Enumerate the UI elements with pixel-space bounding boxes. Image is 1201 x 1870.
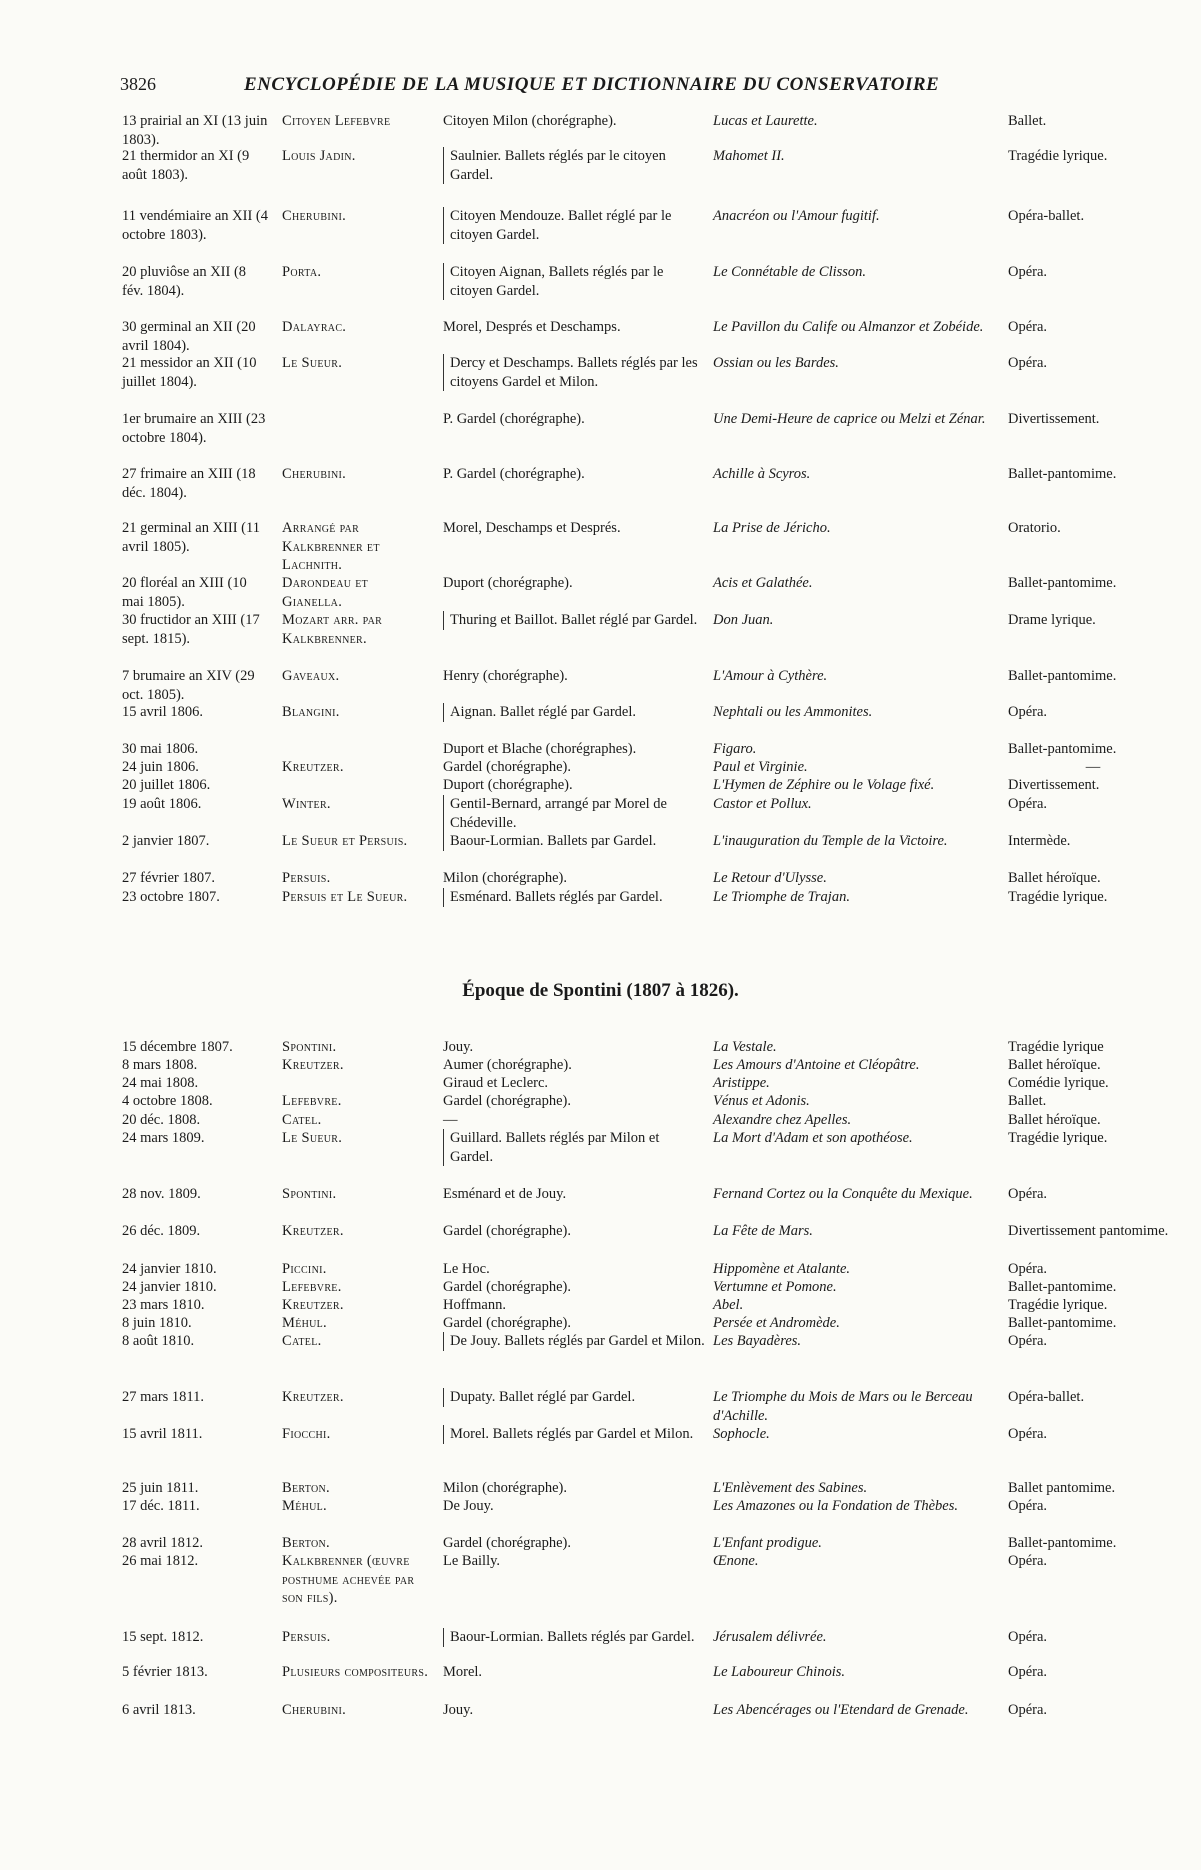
- cell-librettist: Morel, Després et Deschamps.: [443, 319, 621, 335]
- cell-librettist: Gardel (chorégraphe).: [443, 1093, 572, 1109]
- cell-genre: Oratorio.: [1008, 520, 1061, 536]
- cell-title: L'Amour à Cythère.: [713, 668, 828, 684]
- cell-date: 27 frimaire an XIII (18 déc. 1804).: [122, 466, 256, 501]
- cell-composer: Méhul.: [282, 1498, 327, 1514]
- cell-librettist: Aumer (chorégraphe).: [443, 1057, 572, 1073]
- cell-genre: Opéra.: [1008, 355, 1048, 371]
- cell-date: 8 juin 1810.: [122, 1315, 192, 1331]
- cell-date: 11 vendémiaire an XII (4 octobre 1803).: [122, 208, 269, 243]
- cell-librettist: Hoffmann.: [443, 1297, 506, 1313]
- cell-title: Une Demi-Heure de caprice ou Melzi et Zénar.: [713, 411, 986, 427]
- cell-composer: Persuis.: [282, 870, 331, 886]
- cell-librettist: Aignan. Ballet réglé par Gardel.: [443, 703, 705, 722]
- cell-date: 28 nov. 1809.: [122, 1186, 201, 1202]
- cell-composer: Porta.: [282, 264, 322, 280]
- cell-title: Le Retour d'Ulysse.: [713, 870, 827, 886]
- cell-date: 24 juin 1806.: [122, 759, 199, 775]
- cell-librettist: Le Hoc.: [443, 1261, 490, 1277]
- cell-title: La Prise de Jéricho.: [713, 520, 831, 536]
- cell-composer: Kreutzer.: [282, 1389, 344, 1405]
- cell-title: Acis et Galathée.: [713, 575, 813, 591]
- cell-librettist: —: [443, 1112, 458, 1128]
- cell-date: 20 juillet 1806.: [122, 777, 211, 793]
- cell-date: 15 décembre 1807.: [122, 1039, 233, 1055]
- cell-genre: Tragédie lyrique: [1008, 1039, 1104, 1055]
- cell-genre: Divertissement.: [1008, 777, 1100, 793]
- cell-title: La Fête de Mars.: [713, 1223, 813, 1239]
- cell-date: 27 mars 1811.: [122, 1389, 205, 1405]
- cell-date: 8 mars 1808.: [122, 1057, 198, 1073]
- cell-date: 7 brumaire an XIV (29 oct. 1805).: [122, 668, 255, 703]
- cell-genre: Opéra.: [1008, 1629, 1048, 1645]
- cell-genre: Ballet.: [1008, 113, 1047, 129]
- cell-librettist: Dupaty. Ballet réglé par Gardel.: [443, 1388, 705, 1407]
- cell-title: Abel.: [713, 1297, 744, 1313]
- cell-composer: Catel.: [282, 1333, 322, 1349]
- cell-title: Alexandre chez Apelles.: [713, 1112, 852, 1128]
- cell-composer: Spontini.: [282, 1039, 337, 1055]
- cell-date: 23 octobre 1807.: [122, 889, 220, 905]
- cell-librettist: Milon (chorégraphe).: [443, 1480, 568, 1496]
- cell-title: L'inauguration du Temple de la Victoire.: [713, 833, 948, 849]
- cell-genre: Ballet-pantomime.: [1008, 575, 1117, 591]
- cell-genre: Opéra-ballet.: [1008, 208, 1085, 224]
- cell-genre: Ballet-pantomime.: [1008, 741, 1117, 757]
- section-title: Époque de Spontini (1807 à 1826).: [462, 980, 739, 1001]
- cell-date: 20 pluviôse an XII (8 fév. 1804).: [122, 264, 247, 299]
- cell-composer: Le Sueur.: [282, 355, 343, 371]
- cell-composer: Plusieurs compositeurs.: [282, 1664, 429, 1680]
- cell-genre: Ballet-pantomime.: [1008, 1315, 1117, 1331]
- cell-title: La Vestale.: [713, 1039, 777, 1055]
- cell-genre: Ballet-pantomime.: [1008, 1279, 1117, 1295]
- cell-date: 15 avril 1811.: [122, 1426, 203, 1442]
- cell-composer: Winter.: [282, 796, 331, 812]
- cell-genre: Ballet héroïque.: [1008, 1057, 1101, 1073]
- cell-title: Ossian ou les Bardes.: [713, 355, 839, 371]
- cell-librettist: Morel.: [443, 1664, 483, 1680]
- cell-composer: Cherubini.: [282, 466, 347, 482]
- cell-date: 24 mai 1808.: [122, 1075, 199, 1091]
- cell-librettist: Thuring et Baillot. Ballet réglé par Gardel.: [443, 611, 705, 630]
- cell-title: L'Enfant prodigue.: [713, 1535, 822, 1551]
- cell-librettist: Morel, Deschamps et Després.: [443, 520, 621, 536]
- cell-composer: Catel.: [282, 1112, 322, 1128]
- cell-composer: Persuis et Le Sueur.: [282, 889, 408, 905]
- cell-date: 30 mai 1806.: [122, 741, 199, 757]
- cell-genre: Opéra.: [1008, 1186, 1048, 1202]
- cell-date: 5 février 1813.: [122, 1664, 208, 1680]
- cell-date: 13 prairial an XI (13 juin 1803).: [122, 113, 268, 148]
- cell-librettist: Morel. Ballets réglés par Gardel et Milon.: [443, 1425, 705, 1444]
- cell-date: 26 déc. 1809.: [122, 1223, 201, 1239]
- cell-librettist: Gardel (chorégraphe).: [443, 1223, 572, 1239]
- cell-librettist: Esménard. Ballets réglés par Gardel.: [443, 888, 705, 907]
- cell-composer: Kreutzer.: [282, 1057, 344, 1073]
- cell-librettist: Duport et Blache (chorégraphes).: [443, 741, 637, 757]
- cell-date: 24 janvier 1810.: [122, 1261, 217, 1277]
- cell-date: 23 mars 1810.: [122, 1297, 205, 1313]
- cell-genre: Divertissement.: [1008, 411, 1100, 427]
- cell-genre: Drame lyrique.: [1008, 612, 1096, 628]
- cell-date: 30 germinal an XII (20 avril 1804).: [122, 319, 256, 354]
- cell-genre: Tragédie lyrique.: [1008, 148, 1108, 164]
- cell-date: 24 janvier 1810.: [122, 1279, 217, 1295]
- cell-composer: Fiocchi.: [282, 1426, 331, 1442]
- cell-date: 15 avril 1806.: [122, 704, 203, 720]
- cell-date: 21 germinal an XIII (11 avril 1805).: [122, 520, 260, 555]
- cell-genre: Opéra.: [1008, 264, 1048, 280]
- cell-title: Figaro.: [713, 741, 757, 757]
- cell-genre: Ballet héroïque.: [1008, 1112, 1101, 1128]
- cell-composer: Méhul.: [282, 1315, 327, 1331]
- cell-librettist: Gardel (chorégraphe).: [443, 1315, 572, 1331]
- cell-date: 8 août 1810.: [122, 1333, 195, 1349]
- cell-genre: Opéra.: [1008, 1333, 1048, 1349]
- cell-genre: Ballet-pantomime.: [1008, 1535, 1117, 1551]
- cell-composer: Kreutzer.: [282, 1223, 344, 1239]
- cell-title: Le Pavillon du Calife ou Almanzor et Zobéide.: [713, 319, 984, 335]
- cell-date: 21 messidor an XII (10 juillet 1804).: [122, 355, 257, 390]
- cell-librettist: Le Bailly.: [443, 1553, 501, 1569]
- cell-genre: Comédie lyrique.: [1008, 1075, 1109, 1091]
- cell-composer: Spontini.: [282, 1186, 337, 1202]
- cell-date: 25 juin 1811.: [122, 1480, 199, 1496]
- cell-title: Persée et Andromède.: [713, 1315, 840, 1331]
- cell-composer: Berton.: [282, 1535, 330, 1551]
- cell-genre: Opéra.: [1008, 1261, 1048, 1277]
- cell-librettist: Dercy et Deschamps. Ballets réglés par les citoyens Gardel et Milon.: [443, 354, 705, 391]
- cell-title: Les Bayadères.: [713, 1333, 802, 1349]
- cell-librettist: Giraud et Leclerc.: [443, 1075, 549, 1091]
- cell-date: 21 thermidor an XI (9 août 1803).: [122, 148, 250, 183]
- cell-date: 17 déc. 1811.: [122, 1498, 200, 1514]
- cell-composer: Lefebvre.: [282, 1093, 342, 1109]
- cell-librettist: Baour-Lormian. Ballets par Gardel.: [443, 832, 705, 851]
- cell-date: 1er brumaire an XIII (23 octobre 1804).: [122, 411, 266, 446]
- cell-genre: —: [1085, 759, 1101, 775]
- cell-librettist: Citoyen Milon (chorégraphe).: [443, 113, 617, 129]
- cell-composer: Cherubini.: [282, 1702, 347, 1718]
- cell-genre: Opéra-ballet.: [1008, 1389, 1085, 1405]
- cell-librettist: Gentil-Bernard, arrangé par Morel de Chédeville.: [443, 795, 705, 832]
- cell-librettist: Baour-Lormian. Ballets réglés par Gardel.: [443, 1628, 705, 1647]
- cell-title: Aristippe.: [713, 1075, 770, 1091]
- cell-title: Mahomet II.: [713, 148, 785, 164]
- cell-librettist: Guillard. Ballets réglés par Milon et Gardel.: [443, 1129, 705, 1166]
- page-header: [120, 74, 1160, 98]
- cell-composer: Kalkbrenner (œuvre posthume achevée par son fils).: [282, 1553, 415, 1606]
- cell-genre: Opéra.: [1008, 1702, 1048, 1718]
- cell-title: Le Triomphe de Trajan.: [713, 889, 850, 905]
- cell-title: L'Enlèvement des Sabines.: [713, 1480, 868, 1496]
- cell-composer: Persuis.: [282, 1629, 331, 1645]
- cell-genre: Ballet héroïque.: [1008, 870, 1101, 886]
- cell-title: Castor et Pollux.: [713, 796, 812, 812]
- cell-title: Vertumne et Pomone.: [713, 1279, 837, 1295]
- cell-genre: Opéra.: [1008, 704, 1048, 720]
- cell-librettist: Gardel (chorégraphe).: [443, 1279, 572, 1295]
- cell-librettist: De Jouy. Ballets réglés par Gardel et Milon.: [443, 1332, 705, 1351]
- cell-title: Les Amazones ou la Fondation de Thèbes.: [713, 1498, 959, 1514]
- cell-date: 15 sept. 1812.: [122, 1629, 204, 1645]
- cell-genre: Opéra.: [1008, 1498, 1048, 1514]
- cell-date: 6 avril 1813.: [122, 1702, 196, 1718]
- cell-composer: Piccini.: [282, 1261, 327, 1277]
- cell-title: Sophocle.: [713, 1426, 770, 1442]
- cell-composer: Blangini.: [282, 704, 340, 720]
- cell-date: 26 mai 1812.: [122, 1553, 199, 1569]
- cell-genre: Tragédie lyrique.: [1008, 1130, 1108, 1146]
- cell-composer: Darondeau et Gianella.: [282, 575, 369, 610]
- cell-title: Achille à Scyros.: [713, 466, 811, 482]
- cell-librettist: Gardel (chorégraphe).: [443, 1535, 572, 1551]
- cell-title: Le Connétable de Clisson.: [713, 264, 867, 280]
- cell-date: 30 fructidor an XIII (17 sept. 1815).: [122, 612, 260, 647]
- cell-composer: Le Sueur et Persuis.: [282, 833, 408, 849]
- cell-librettist: Gardel (chorégraphe).: [443, 759, 572, 775]
- cell-librettist: Duport (chorégraphe).: [443, 777, 573, 793]
- cell-composer: Kreutzer.: [282, 759, 344, 775]
- cell-genre: Ballet.: [1008, 1093, 1047, 1109]
- cell-librettist: Citoyen Mendouze. Ballet réglé par le citoyen Gardel.: [443, 207, 705, 244]
- cell-librettist: Esménard et de Jouy.: [443, 1186, 567, 1202]
- cell-genre: Opéra.: [1008, 796, 1048, 812]
- cell-librettist: P. Gardel (chorégraphe).: [443, 466, 585, 482]
- cell-librettist: Milon (chorégraphe).: [443, 870, 568, 886]
- cell-title: Don Juan.: [713, 612, 774, 628]
- cell-date: 2 janvier 1807.: [122, 833, 210, 849]
- cell-genre: Ballet-pantomime.: [1008, 466, 1117, 482]
- cell-librettist: P. Gardel (chorégraphe).: [443, 411, 585, 427]
- running-title: ENCYCLOPÉDIE DE LA MUSIQUE ET DICTIONNAIRE DU CONSERVATOIRE: [244, 74, 940, 95]
- cell-composer: Berton.: [282, 1480, 330, 1496]
- cell-date: 24 mars 1809.: [122, 1130, 205, 1146]
- cell-title: Hippomène et Atalante.: [713, 1261, 851, 1277]
- cell-date: 19 août 1806.: [122, 796, 202, 812]
- cell-genre: Ballet-pantomime.: [1008, 668, 1117, 684]
- cell-composer: Citoyen Lefebvre: [282, 113, 391, 129]
- cell-date: 27 février 1807.: [122, 870, 216, 886]
- cell-genre: Tragédie lyrique.: [1008, 1297, 1108, 1313]
- cell-title: Fernand Cortez ou la Conquête du Mexique.: [713, 1186, 973, 1202]
- cell-genre: Opéra.: [1008, 1664, 1048, 1680]
- cell-title: Le Triomphe du Mois de Mars ou le Berceau d'Achille.: [713, 1389, 973, 1424]
- cell-composer: Dalayrac.: [282, 319, 347, 335]
- cell-title: L'Hymen de Zéphire ou le Volage fixé.: [713, 777, 935, 793]
- cell-title: Le Laboureur Chinois.: [713, 1664, 845, 1680]
- cell-librettist: De Jouy.: [443, 1498, 494, 1514]
- cell-title: Vénus et Adonis.: [713, 1093, 810, 1109]
- cell-title: Les Abencérages ou l'Etendard de Grenade.: [713, 1702, 969, 1718]
- cell-date: 20 floréal an XIII (10 mai 1805).: [122, 575, 247, 610]
- cell-composer: Arrangé par Kalkbrenner et Lachnith.: [282, 520, 380, 573]
- cell-genre: Divertissement pantomime.: [1008, 1223, 1169, 1239]
- cell-librettist: Jouy.: [443, 1702, 474, 1718]
- cell-title: Anacréon ou l'Amour fugitif.: [713, 208, 880, 224]
- cell-composer: Kreutzer.: [282, 1297, 344, 1313]
- cell-librettist: Saulnier. Ballets réglés par le citoyen Gardel.: [443, 147, 705, 184]
- cell-composer: Gaveaux.: [282, 668, 340, 684]
- page-number: 3826: [120, 74, 156, 94]
- cell-date: 28 avril 1812.: [122, 1535, 203, 1551]
- cell-librettist: Duport (chorégraphe).: [443, 575, 573, 591]
- cell-composer: Louis Jadin.: [282, 148, 356, 164]
- cell-librettist: Citoyen Aignan, Ballets réglés par le citoyen Gardel.: [443, 263, 705, 300]
- cell-date: 20 déc. 1808.: [122, 1112, 201, 1128]
- cell-composer: Le Sueur.: [282, 1130, 343, 1146]
- cell-title: Lucas et Laurette.: [713, 113, 818, 129]
- cell-genre: Opéra.: [1008, 319, 1048, 335]
- cell-librettist: Henry (chorégraphe).: [443, 668, 568, 684]
- cell-title: Jérusalem délivrée.: [713, 1629, 827, 1645]
- cell-composer: Lefebvre.: [282, 1279, 342, 1295]
- cell-title: La Mort d'Adam et son apothéose.: [713, 1130, 913, 1146]
- cell-title: Paul et Virginie.: [713, 759, 808, 775]
- cell-title: Nephtali ou les Ammonites.: [713, 704, 873, 720]
- cell-genre: Intermède.: [1008, 833, 1071, 849]
- cell-genre: Tragédie lyrique.: [1008, 889, 1108, 905]
- cell-title: Œnone.: [713, 1553, 759, 1569]
- cell-librettist: Jouy.: [443, 1039, 474, 1055]
- cell-composer: Cherubini.: [282, 208, 347, 224]
- cell-genre: Ballet pantomime.: [1008, 1480, 1116, 1496]
- cell-title: Les Amours d'Antoine et Cléopâtre.: [713, 1057, 920, 1073]
- cell-genre: Opéra.: [1008, 1426, 1048, 1442]
- cell-composer: Mozart arr. par Kalkbrenner.: [282, 612, 383, 647]
- cell-date: 4 octobre 1808.: [122, 1093, 213, 1109]
- cell-genre: Opéra.: [1008, 1553, 1048, 1569]
